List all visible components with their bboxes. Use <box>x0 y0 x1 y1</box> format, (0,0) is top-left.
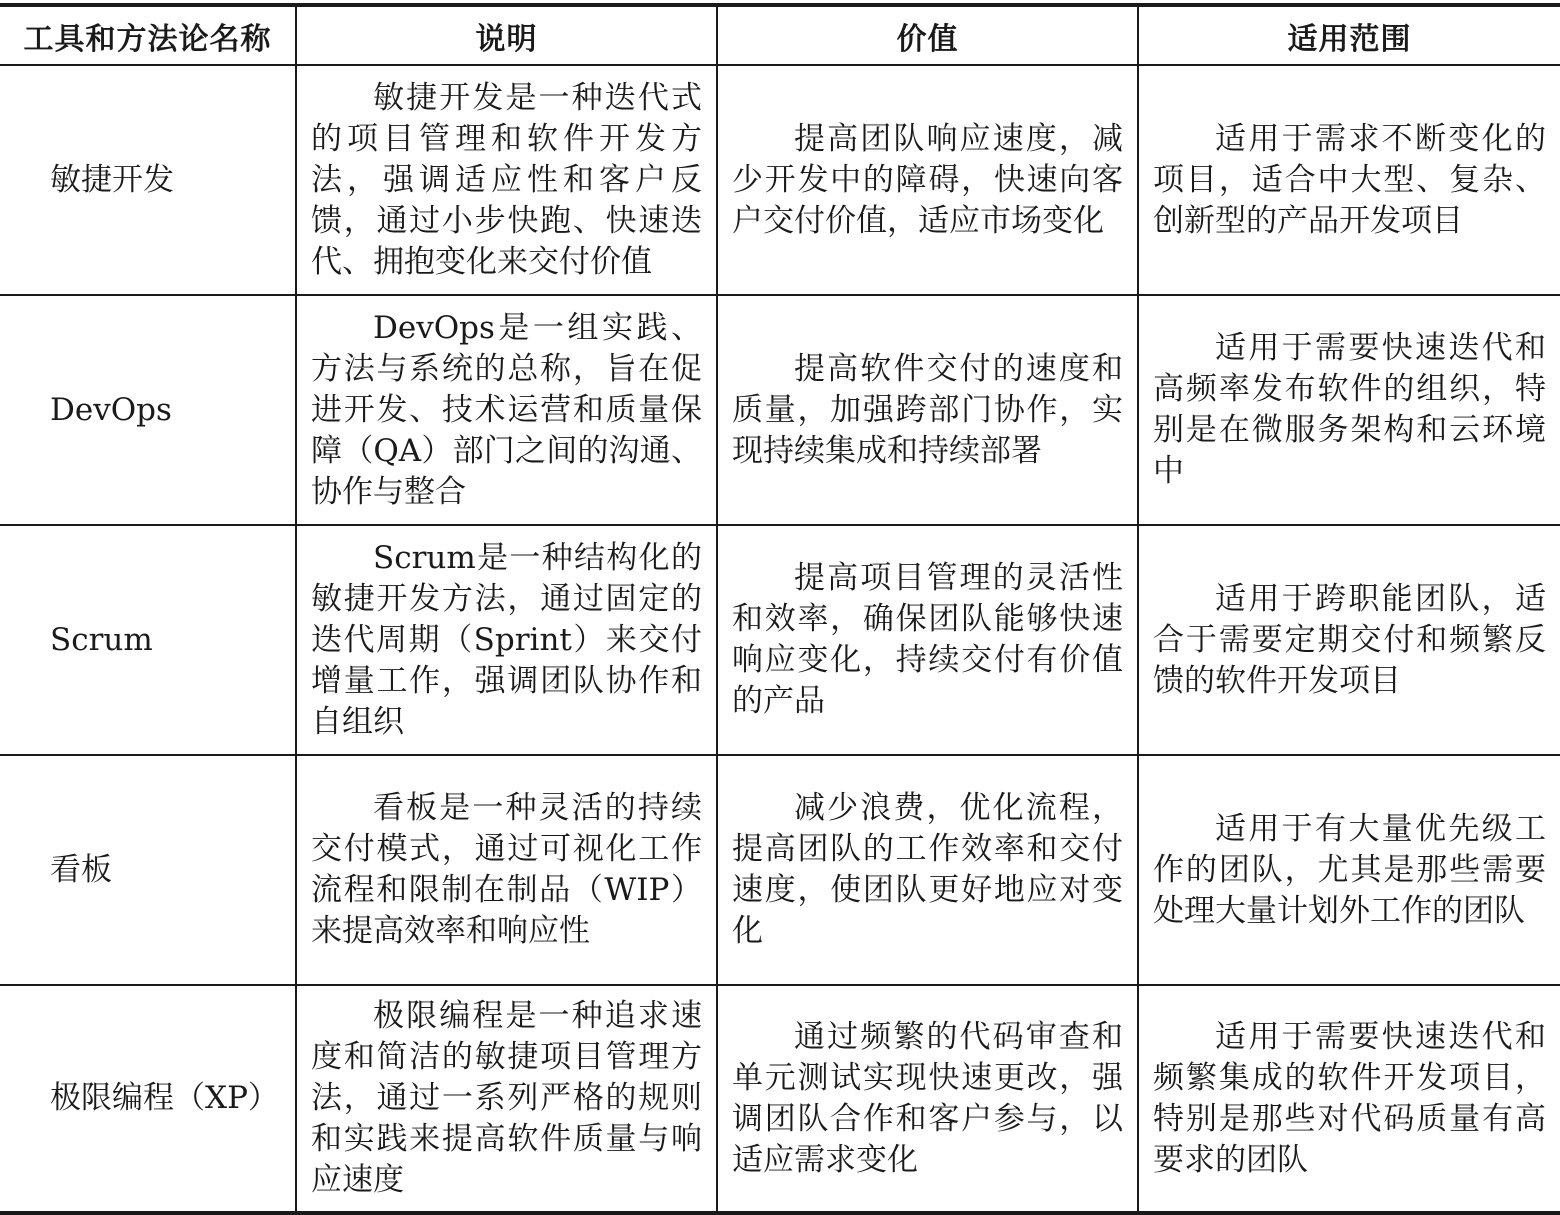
table-header <box>0 5 1560 65</box>
cell-value: 通过频繁的代码审查和单元测试实现快速更改，强调团队合作和客户参与，以适应需求变化 <box>717 985 1138 1213</box>
table-row <box>0 525 1560 755</box>
cell-scope: 适用于需求不断变化的项目，适合中大型、复杂、创新型的产品开发项目 <box>1138 65 1560 295</box>
header-value: 价值 <box>717 5 1138 65</box>
table-body <box>0 65 1560 1213</box>
cell-name: 敏捷开发 <box>0 65 296 295</box>
cell-value: 减少浪费，优化流程，提高团队的工作效率和交付速度，使团队更好地应对变化 <box>717 755 1138 985</box>
methods-table <box>0 3 1560 1215</box>
header-description: 说明 <box>296 5 717 65</box>
table-row <box>0 755 1560 985</box>
header-scope: 适用范围 <box>1138 5 1560 65</box>
cell-scope: 适用于跨职能团队，适合于需要定期交付和频繁反馈的软件开发项目 <box>1138 525 1560 755</box>
cell-description: Scrum是一种结构化的敏捷开发方法，通过固定的迭代周期（Sprint）来交付增量工作，强调团队协作和自组织 <box>296 525 717 755</box>
cell-description: 看板是一种灵活的持续交付模式，通过可视化工作流程和限制在制品（WIP）来提高效率和响应性 <box>296 755 717 985</box>
table-row <box>0 295 1560 525</box>
cell-name: DevOps <box>0 295 296 525</box>
cell-name: 看板 <box>0 755 296 985</box>
cell-description: 敏捷开发是一种迭代式的项目管理和软件开发方法，强调适应性和客户反馈，通过小步快跑、快速迭代、拥抱变化来交付价值 <box>296 65 717 295</box>
table-row <box>0 985 1560 1213</box>
cell-description: DevOps是一组实践、方法与系统的总称，旨在促进开发、技术运营和质量保障（QA）部门之间的沟通、协作与整合 <box>296 295 717 525</box>
cell-description: 极限编程是一种追求速度和简洁的敏捷项目管理方法，通过一系列严格的规则和实践来提高软件质量与响应速度 <box>296 985 717 1213</box>
cell-scope: 适用于需要快速迭代和频繁集成的软件开发项目，特别是那些对代码质量有高要求的团队 <box>1138 985 1560 1213</box>
cell-name: Scrum <box>0 525 296 755</box>
cell-value: 提高团队响应速度，减少开发中的障碍，快速向客户交付价值，适应市场变化 <box>717 65 1138 295</box>
cell-value: 提高软件交付的速度和质量，加强跨部门协作，实现持续集成和持续部署 <box>717 295 1138 525</box>
cell-value: 提高项目管理的灵活性和效率，确保团队能够快速响应变化，持续交付有价值的产品 <box>717 525 1138 755</box>
cell-scope: 适用于有大量优先级工作的团队，尤其是那些需要处理大量计划外工作的团队 <box>1138 755 1560 985</box>
table-row <box>0 65 1560 295</box>
cell-name: 极限编程（XP） <box>0 985 296 1213</box>
cell-scope: 适用于需要快速迭代和高频率发布软件的组织，特别是在微服务架构和云环境中 <box>1138 295 1560 525</box>
header-name: 工具和方法论名称 <box>0 5 296 65</box>
header-row <box>0 5 1560 65</box>
